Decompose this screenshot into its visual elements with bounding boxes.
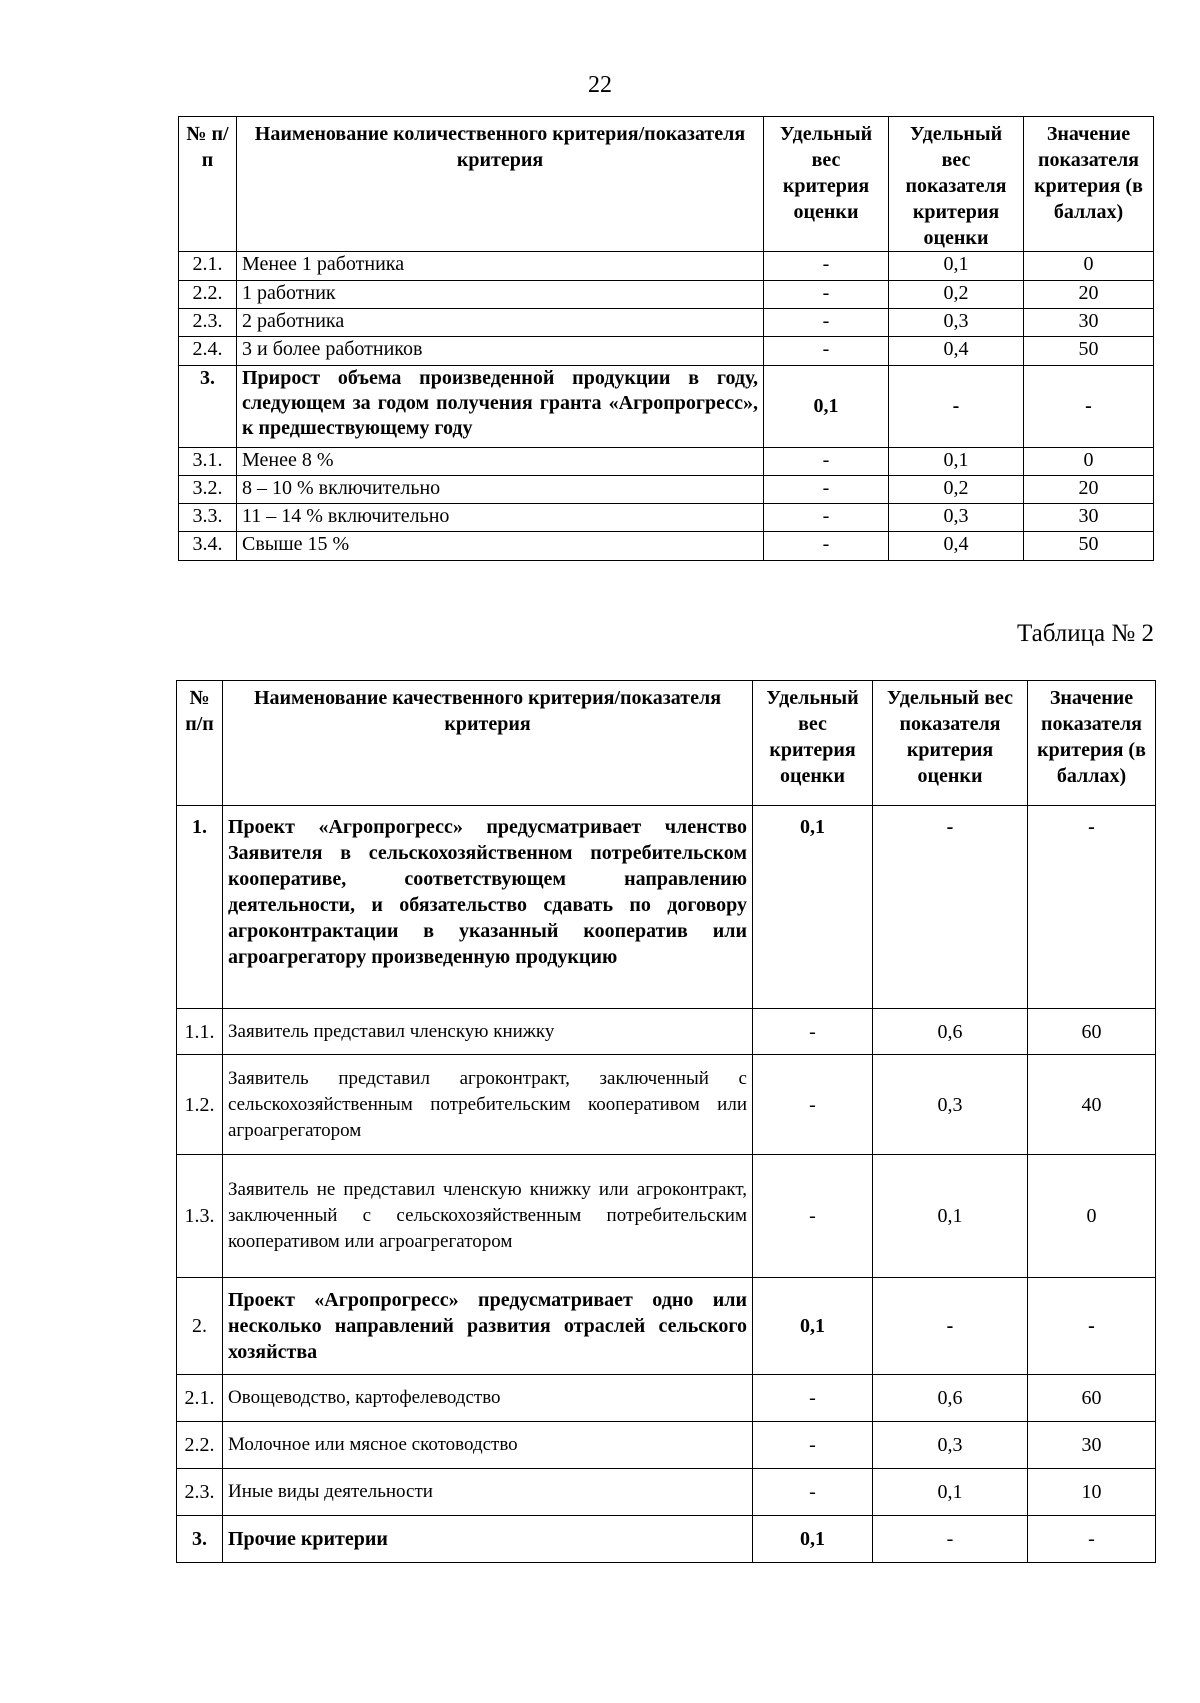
row-name: Заявитель не представил членскую книжку или агроконтракт, заключенный с сельскохозяйственным потребительским кооперативом или агроагрегатором [223, 1155, 753, 1278]
row-num: 2.3. [177, 1469, 223, 1516]
quantitative-criteria-table [178, 116, 1154, 561]
row-num: 3.4. [179, 532, 237, 561]
row-weight-criterion: - [764, 252, 889, 281]
row-weight-criterion: - [753, 1009, 873, 1055]
qualitative-criteria-table [176, 680, 1156, 1563]
row-name: Овощеводство, картофелеводство [223, 1375, 753, 1422]
row-weight-criterion: 0,1 [753, 1278, 873, 1375]
row-num: 2.1. [179, 252, 237, 281]
row-value: 10 [1028, 1469, 1156, 1516]
row-weight-indicator: 0,4 [889, 532, 1024, 561]
page-number: 22 [588, 72, 612, 98]
row-value: 0 [1024, 448, 1154, 476]
row-num: 1.2. [177, 1055, 223, 1155]
row-name: Молочное или мясное скотоводство [223, 1422, 753, 1469]
table-row [179, 252, 1154, 281]
table-row [179, 504, 1154, 532]
header-value: Значение показателя критерия (в баллах) [1028, 681, 1156, 806]
table-row [177, 1516, 1156, 1563]
header-name: Наименование качественного критерия/показателя критерия [223, 681, 753, 806]
row-weight-criterion: - [753, 1055, 873, 1155]
row-weight-criterion: 0,1 [753, 806, 873, 1009]
row-value: 20 [1024, 281, 1154, 309]
row-weight-indicator: 0,1 [889, 252, 1024, 281]
header-value: Значение показателя критерия (в баллах) [1024, 117, 1154, 252]
row-num: 2.4. [179, 337, 237, 366]
row-value: 0 [1028, 1155, 1156, 1278]
row-num: 2.2. [179, 281, 237, 309]
header-weight-indicator: Удельный вес показателя критерия оценки [873, 681, 1028, 806]
row-name: Иные виды деятельности [223, 1469, 753, 1516]
row-name: Заявитель представил членскую книжку [223, 1009, 753, 1055]
table-row [179, 309, 1154, 337]
row-name: Прочие критерии [223, 1516, 753, 1563]
row-value: - [1028, 1516, 1156, 1563]
row-num: 3.3. [179, 504, 237, 532]
row-weight-criterion: - [764, 532, 889, 561]
row-weight-indicator: 0,3 [889, 309, 1024, 337]
table-row [179, 476, 1154, 504]
row-weight-indicator: 0,6 [873, 1009, 1028, 1055]
row-weight-criterion: 0,1 [764, 366, 889, 448]
row-name: Заявитель представил агроконтракт, заключенный с сельскохозяйственным потребительским кооперативом или агроагрегатором [223, 1055, 753, 1155]
row-name: Проект «Агропрогресс» предусматривает членство Заявителя в сельскохозяйственном потребительском кооперативе, соответствующем направлению деятельности, и обязательство сдавать по договору агроконтрактации в указанный кооператив или агроагрегатору произведенную продукцию [223, 806, 753, 1009]
row-value: 30 [1028, 1422, 1156, 1469]
row-num: 1.3. [177, 1155, 223, 1278]
row-value: 30 [1024, 309, 1154, 337]
row-name: Менее 1 работника [237, 252, 764, 281]
row-weight-indicator: 0,1 [873, 1155, 1028, 1278]
table-row [177, 1055, 1156, 1155]
row-weight-indicator: 0,2 [889, 281, 1024, 309]
row-num: 2.3. [179, 309, 237, 337]
header-weight-criterion: Удельный вес критерия оценки [764, 117, 889, 252]
table-row [177, 1009, 1156, 1055]
row-name: Свыше 15 % [237, 532, 764, 561]
row-weight-criterion: - [764, 448, 889, 476]
row-weight-criterion: - [764, 281, 889, 309]
row-num: 3.2. [179, 476, 237, 504]
row-num: 3. [177, 1516, 223, 1563]
header-weight-criterion: Удельный вес критерия оценки [753, 681, 873, 806]
table-row [177, 1155, 1156, 1278]
table-row [179, 532, 1154, 561]
row-num: 2.2. [177, 1422, 223, 1469]
row-weight-criterion: - [753, 1422, 873, 1469]
table-row [177, 1375, 1156, 1422]
row-value: - [1024, 366, 1154, 448]
table-row [177, 1469, 1156, 1516]
row-name: 3 и более работников [237, 337, 764, 366]
row-value: 60 [1028, 1009, 1156, 1055]
table-row [179, 366, 1154, 448]
row-weight-indicator: 0,4 [889, 337, 1024, 366]
row-name: 11 – 14 % включительно [237, 504, 764, 532]
row-weight-indicator: - [873, 1278, 1028, 1375]
row-weight-indicator: 0,3 [873, 1422, 1028, 1469]
table-row [177, 1422, 1156, 1469]
table-header-row [179, 117, 1154, 252]
row-name: 8 – 10 % включительно [237, 476, 764, 504]
row-weight-indicator: - [873, 1516, 1028, 1563]
row-num: 1.1. [177, 1009, 223, 1055]
row-weight-indicator: 0,1 [889, 448, 1024, 476]
row-name: Проект «Агропрогресс» предусматривает одно или несколько направлений развития отраслей сельского хозяйства [223, 1278, 753, 1375]
row-value: 40 [1028, 1055, 1156, 1155]
row-num: 2.1. [177, 1375, 223, 1422]
row-weight-indicator: - [889, 366, 1024, 448]
row-weight-criterion: 0,1 [753, 1516, 873, 1563]
header-num: № п/п [177, 681, 223, 806]
table-row [179, 337, 1154, 366]
header-weight-indicator: Удельный вес показателя критерия оценки [889, 117, 1024, 252]
row-weight-criterion: - [753, 1469, 873, 1516]
row-num: 1. [177, 806, 223, 1009]
table-row [177, 1278, 1156, 1375]
row-num: 2. [177, 1278, 223, 1375]
row-weight-criterion: - [764, 504, 889, 532]
row-value: 60 [1028, 1375, 1156, 1422]
row-name: Прирост объема произведенной продукции в году, следующем за годом получения гранта «Агропрогресс», к предшествующему году [237, 366, 764, 448]
row-weight-criterion: - [753, 1375, 873, 1422]
row-weight-criterion: - [753, 1155, 873, 1278]
table-row [179, 281, 1154, 309]
row-weight-indicator: - [873, 806, 1028, 1009]
row-weight-indicator: 0,2 [889, 476, 1024, 504]
row-value: 50 [1024, 532, 1154, 561]
row-value: 50 [1024, 337, 1154, 366]
row-name: Менее 8 % [237, 448, 764, 476]
header-name: Наименование количественного критерия/показателя критерия [237, 117, 764, 252]
row-name: 1 работник [237, 281, 764, 309]
table2-caption: Таблица № 2 [1016, 620, 1154, 647]
row-weight-indicator: 0,3 [873, 1055, 1028, 1155]
row-weight-indicator: 0,6 [873, 1375, 1028, 1422]
row-value: 0 [1024, 252, 1154, 281]
header-num: № п/п [179, 117, 237, 252]
table-header-row [177, 681, 1156, 806]
row-name: 2 работника [237, 309, 764, 337]
row-weight-indicator: 0,3 [889, 504, 1024, 532]
row-value: 20 [1024, 476, 1154, 504]
row-weight-criterion: - [764, 309, 889, 337]
row-value: - [1028, 1278, 1156, 1375]
row-weight-criterion: - [764, 476, 889, 504]
row-num: 3. [179, 366, 237, 448]
table-row [177, 806, 1156, 1009]
row-value: - [1028, 806, 1156, 1009]
table-row [179, 448, 1154, 476]
row-weight-criterion: - [764, 337, 889, 366]
row-num: 3.1. [179, 448, 237, 476]
row-value: 30 [1024, 504, 1154, 532]
row-weight-indicator: 0,1 [873, 1469, 1028, 1516]
